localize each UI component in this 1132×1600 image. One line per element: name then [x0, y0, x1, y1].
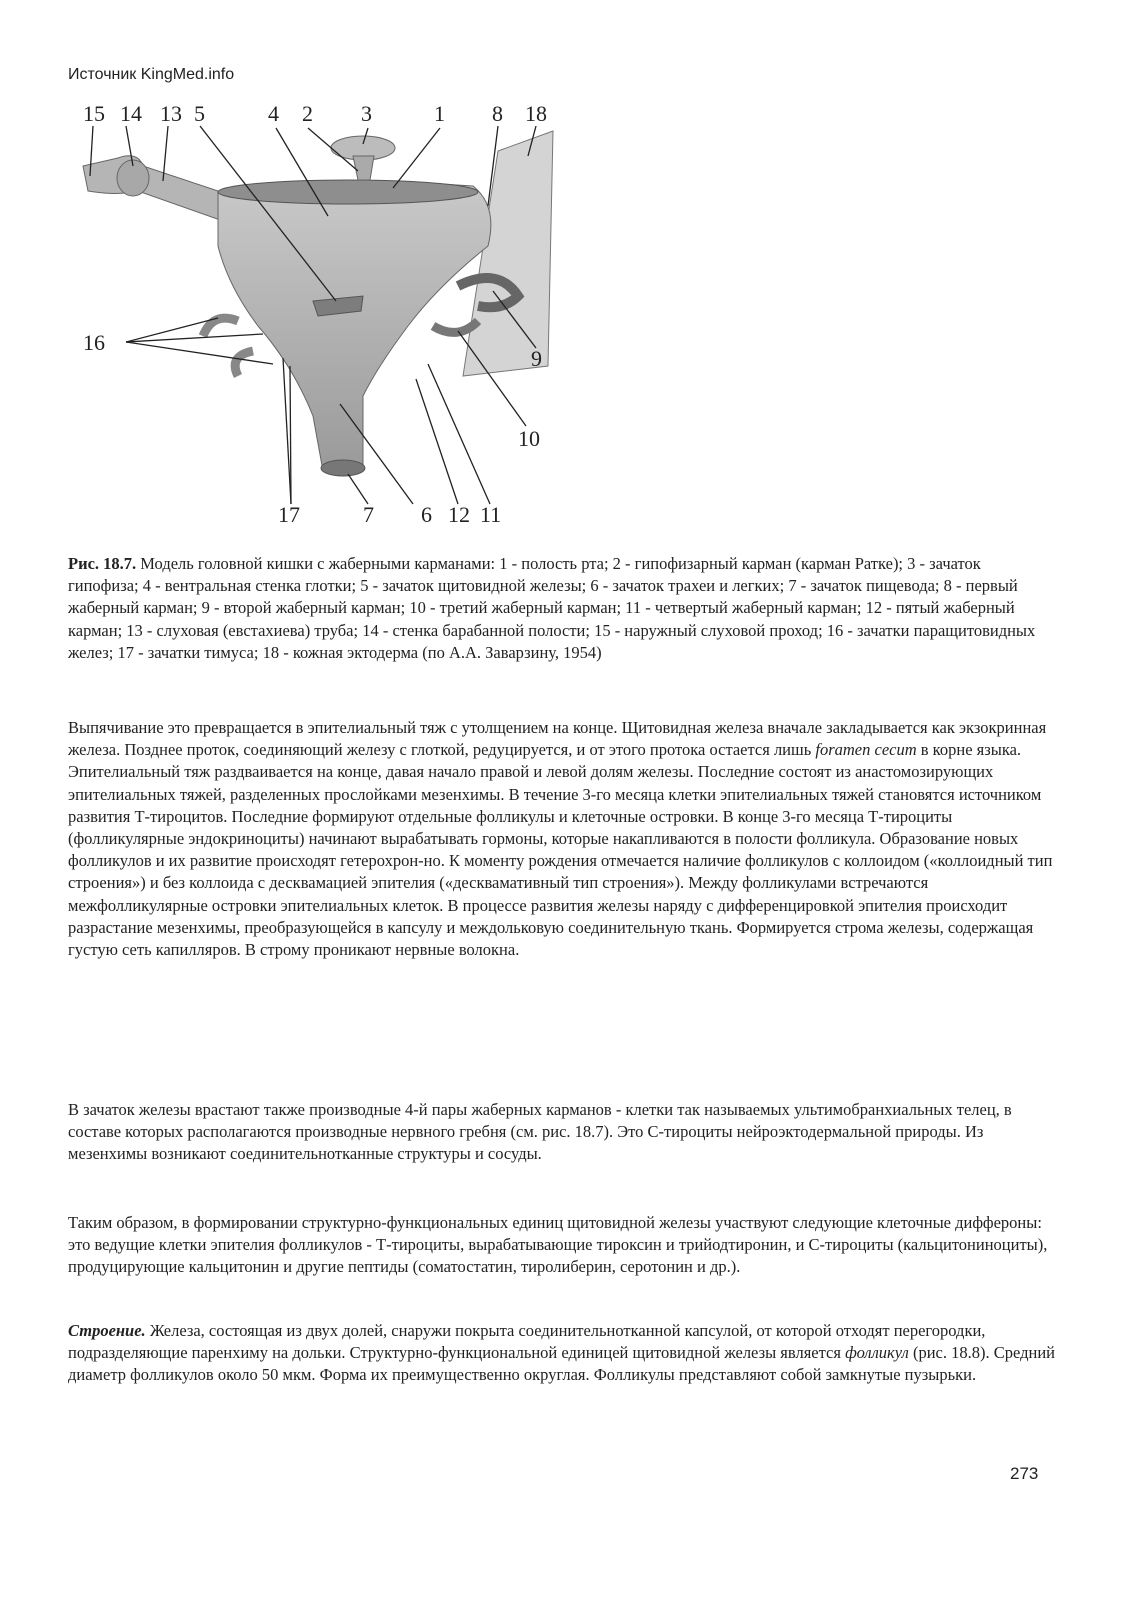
- callout-15: 15: [83, 101, 105, 126]
- head-gut-illustration: [78, 96, 578, 526]
- callout-16: 16: [83, 330, 105, 355]
- callout-6: 6: [421, 502, 432, 526]
- p4-italic-term: фолликул: [845, 1343, 909, 1363]
- callout-2: 2: [302, 101, 313, 126]
- figure-head-gut-model: [78, 96, 578, 526]
- callout-3: 3: [361, 101, 372, 126]
- p1-latin-term: foramen cecum: [815, 740, 917, 760]
- auditory-tube-shape: [83, 156, 223, 221]
- callout-5: 5: [194, 101, 205, 126]
- callout-1: 1: [434, 101, 445, 126]
- callout-12: 12: [448, 502, 470, 526]
- callout-13: 13: [160, 101, 182, 126]
- callout-10: 10: [518, 426, 540, 451]
- callout-7: 7: [363, 502, 374, 526]
- callout-11: 11: [480, 502, 502, 526]
- caption-text: Модель головной кишки с жаберными карманами: 1 - полость рта; 2 - гипофизарный карман (карман Ратке); 3 - зачаток гипофиза; 4 - вентральная стенка глотки; 5 - зачаток щитовидной железы; 6 - зачаток трахеи и легких; 7 - зачаток пищевода; 8 - первый жаберный карман; 9 - второй жаберный карман; 10 - третий жаберный карман; 11 - четвертый жаберный карман; 12 - пятый жаберный карман; 13 - слуховая (евстахиева) труба; 14 - стенка барабанной полости; 15 - наружный слуховой проход; 16 - зачатки паращитовидных желез; 17 - зачатки тимуса; 18 - кожная эктодерма (по А.А. Заварзину, 1954): [68, 554, 1036, 662]
- p4-text-a: Железа, состоящая из двух долей, снаружи покрыта соединительнотканной капсулой, от которой отходят перегородки, подразделяющие паренхиму на дольки. Структурно-функциональной единицей щитовидной железы является: [68, 1321, 986, 1363]
- rathke-pouch-shape: [353, 156, 374, 180]
- callout-9: 9: [531, 346, 542, 371]
- p4-text-b: (рис. 18.8). Средний диаметр фолликулов около 50 мкм. Форма их преимущественно округлая. Фолликулы представляют собой замкнутые пузырьки.: [68, 1343, 1055, 1385]
- caption-label: Рис. 18.7.: [68, 554, 137, 573]
- p1-text-b: в корне языка. Эпителиальный тяж раздваивается на конце, давая начало правой и левой долям железы. Последние состоят из анастомозирующих эпителиальных тяжей, разделенных прослойками мезенхимы. В течение 3-го месяца клетки эпителиальных тяжей становятся источником развития Т-тироцитов. Последние формируют отдельные фолликулы и клеточные островки. В конце 3-го месяца Т-тироциты (фолликулярные эндокриноциты) начинают вырабатывать гормоны, которые накапливаются в полости фолликула. Образование новых фолликулов и их развитие происходят гетерохрон-но. К моменту рождения отмечается наличие фолликулов с коллоидом («коллоидный тип строения») и без коллоида с десквамацией эпителия («десквамативный тип строения»). Между фолликулами встречаются межфолликулярные островки эпителиальных клеток. В процессе развития железы наряду с дифференцировкой эпителия происходит разрастание мезенхимы, преобразующейся в капсулу и междольковую соединительную ткань. Формируется строма железы, содержащая густую сеть капилляров. В строму проникают нервные волокна.: [68, 740, 1053, 960]
- source-header: Источник KingMed.info: [68, 66, 235, 83]
- p4-lead-term: Строение.: [68, 1321, 146, 1340]
- p1-text-a: Выпячивание это превращается в эпителиальный тяж с утолщением на конце. Щитовидная железа вначале закладывается как экзокринная железа. Позднее проток, соединяющий железу с глоткой, редуцируется, и от этого протока остается лишь: [68, 718, 1047, 760]
- paragraph-4: [68, 1320, 1058, 1387]
- paragraph-1: [68, 717, 1058, 961]
- callout-17: 17: [278, 502, 300, 526]
- figure-caption: [68, 553, 1053, 664]
- callout-14: 14: [120, 101, 142, 126]
- pouch-shape: [235, 351, 253, 376]
- pharynx-body-shape: [218, 182, 491, 471]
- callout-18: 18: [525, 101, 547, 126]
- paragraph-3: Таким образом, в формировании структурно-функциональных единиц щитовидной железы участвуют следующие клеточные диффероны: это ведущие клетки эпителия фолликулов - Т-тироциты, вырабатывающие тироксин и трийодтиронин, и С-тироциты (кальцитониноциты), продуцирующие кальцитонин и другие пептиды (соматостатин, тиролиберин, серотонин и др.).: [68, 1213, 1048, 1277]
- pouch-shape: [433, 321, 478, 332]
- callout-4: 4: [268, 101, 279, 126]
- esophagus-opening-shape: [321, 460, 365, 476]
- paragraph-2: В зачаток железы врастают также производные 4-й пары жаберных карманов - клетки так называемых ультимобранхиальных телец, в составе которых располагаются производные нервного гребня (см. рис. 18.7). Это С-тироциты нейроэктодермальной природы. Из мезенхимы возникают соединительнотканные структуры и сосуды.: [68, 1100, 1012, 1164]
- page-number: 273: [1010, 1464, 1039, 1483]
- callout-8: 8: [492, 101, 503, 126]
